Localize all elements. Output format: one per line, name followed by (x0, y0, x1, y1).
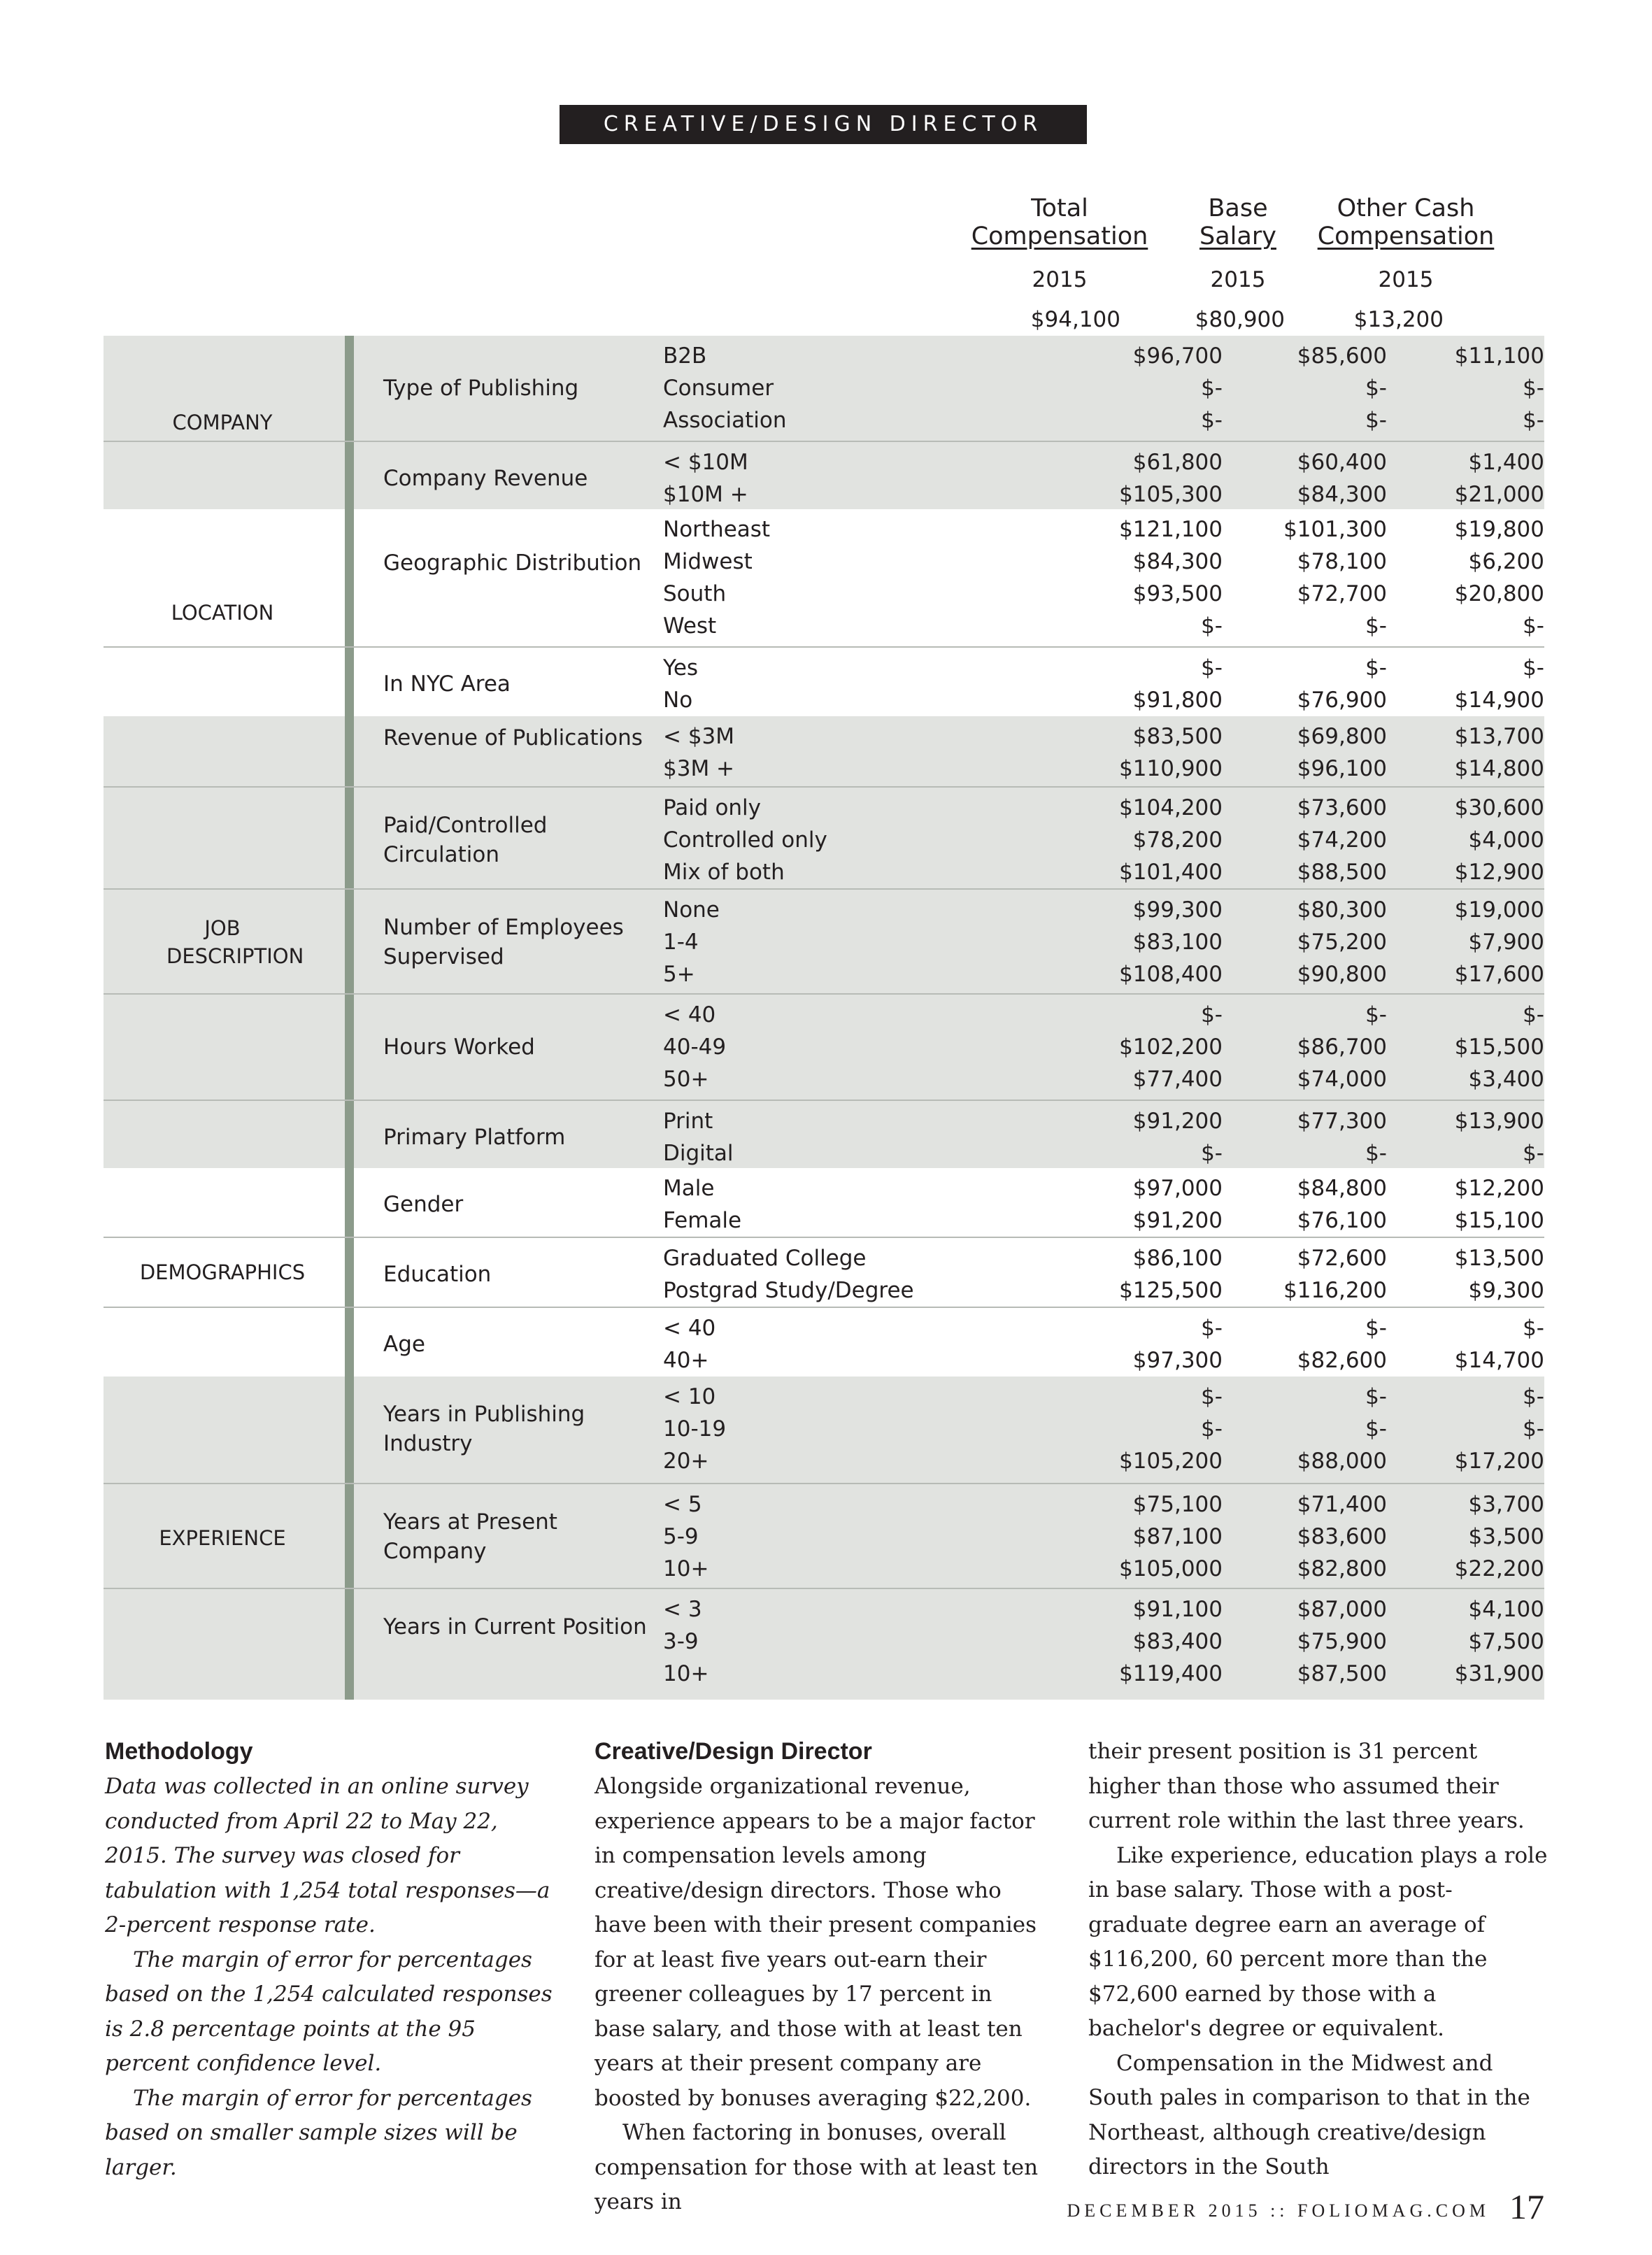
other-cash-cell: $13,900 (1454, 1109, 1544, 1134)
category-label: LOCATION (171, 601, 274, 625)
other-cash-cell: $31,900 (1454, 1661, 1544, 1686)
base-salary-cell: $84,800 (1297, 1176, 1387, 1201)
base-salary-cell: $72,700 (1297, 581, 1387, 606)
total-compensation-cell: $- (1201, 613, 1223, 639)
other-cash-cell: $1,400 (1468, 450, 1544, 475)
column-header-year: 2015 (1210, 267, 1266, 292)
row-label: Northeast (663, 517, 771, 542)
table-row (104, 1274, 1544, 1307)
base-salary-cell: $77,300 (1297, 1109, 1387, 1134)
footer-issue: DECEMBER 2015 :: FOLIOMAG.COM (1067, 2200, 1490, 2221)
row-label: Print (663, 1109, 713, 1134)
row-label: $3M + (663, 756, 735, 781)
table-group (104, 1377, 1544, 1479)
other-cash-cell: $20,800 (1454, 581, 1544, 606)
article-paragraph: their present position is 31 percent higher than those who assumed their current role within the last three years. (1088, 1739, 1525, 1833)
total-compensation-cell: $91,200 (1132, 1109, 1223, 1134)
base-salary-cell: $78,100 (1297, 549, 1387, 574)
table-row (104, 610, 1544, 642)
other-cash-cell: $13,500 (1454, 1246, 1544, 1271)
category-label: COMPANY (172, 411, 273, 434)
total-compensation-cell: $- (1201, 408, 1223, 433)
other-cash-cell: $15,100 (1454, 1208, 1544, 1233)
other-cash-cell: $- (1523, 1141, 1544, 1166)
base-salary-cell: $88,500 (1297, 860, 1387, 885)
other-cash-cell: $14,700 (1454, 1348, 1544, 1373)
section-banner: CREATIVE/DESIGN DIRECTOR (560, 105, 1087, 144)
base-salary-cell: $80,300 (1297, 897, 1387, 923)
table-row (104, 1445, 1544, 1477)
base-salary-cell: $87,500 (1297, 1661, 1387, 1686)
article-column-1 (594, 1735, 1049, 2220)
article-paragraph: Alongside organizational revenue, experience appears to be a major factor in compensation levels among creative/design directors. Those who have been with their present companies for at least five years out-earn their greener colleagues by 17 percent in base salary, and those with at least ten years at their present company are boosted by bonuses averaging $22,200. (594, 1774, 1037, 2111)
article-heading: Creative/Design Director (594, 1738, 872, 1765)
base-salary-cell: $101,300 (1283, 517, 1387, 542)
other-cash-cell: $- (1523, 408, 1544, 433)
table-row (104, 1137, 1544, 1169)
base-salary-cell: $74,200 (1297, 827, 1387, 853)
base-salary-cell: $- (1365, 1416, 1387, 1442)
table-row (104, 684, 1544, 716)
other-cash-cell: $19,000 (1454, 897, 1544, 923)
table-group (104, 509, 1544, 643)
other-cash-cell: $6,200 (1468, 549, 1544, 574)
base-salary-cell: $- (1365, 376, 1387, 401)
total-compensation-cell: $97,300 (1132, 1348, 1223, 1373)
table-row (104, 1105, 1544, 1137)
table-row (104, 1553, 1544, 1585)
row-label: Female (663, 1208, 742, 1233)
total-compensation-cell: $105,300 (1119, 482, 1223, 507)
table-row (104, 824, 1544, 856)
row-label: 40-49 (663, 1034, 727, 1060)
column-header-total (965, 194, 1154, 294)
other-cash-cell: $12,200 (1454, 1176, 1544, 1201)
category-label: EXPERIENCE (159, 1526, 286, 1550)
article-paragraph: When factoring in bonuses, overall compensation for those with at least ten years in (594, 2120, 1039, 2214)
total-compensation-cell: $- (1201, 655, 1223, 681)
row-label: Paid only (663, 795, 762, 820)
group-label: Years at Present Company (383, 1509, 557, 1564)
base-salary-cell: $87,000 (1297, 1597, 1387, 1622)
base-salary-cell: $83,600 (1297, 1524, 1387, 1549)
table-row (104, 753, 1544, 785)
base-salary-cell: $71,400 (1297, 1492, 1387, 1517)
other-cash-cell: $- (1523, 1002, 1544, 1027)
row-label: < $10M (663, 450, 748, 475)
row-label: < 40 (663, 1002, 716, 1027)
table-row (104, 652, 1544, 684)
total-compensation-cell: $78,200 (1132, 827, 1223, 853)
other-cash-cell: $15,500 (1454, 1034, 1544, 1060)
table-row (104, 720, 1544, 753)
table-row (104, 578, 1544, 610)
group-label: In NYC Area (383, 671, 511, 697)
row-label: 10+ (663, 1556, 709, 1581)
total-compensation-cell: $104,200 (1119, 795, 1223, 820)
column-header-year: 2015 (1032, 267, 1088, 292)
column-header-other (1315, 194, 1497, 294)
column-header-line2: Salary (1199, 222, 1276, 250)
overall-base: $80,900 (1195, 307, 1285, 332)
row-label: < 10 (663, 1384, 716, 1409)
column-header-line1: Total (1031, 194, 1088, 222)
total-compensation-cell: $91,800 (1132, 688, 1223, 713)
row-label: < 5 (663, 1492, 702, 1517)
other-cash-cell: $7,900 (1468, 930, 1544, 955)
group-label: Years in Current Position (383, 1614, 647, 1639)
overall-row (0, 304, 1652, 336)
total-compensation-cell: $97,000 (1132, 1176, 1223, 1201)
table-row (104, 1626, 1544, 1658)
table-group (104, 993, 1544, 1097)
methodology-paragraph: The margin of error for percentages based on the 1,254 calculated responses is 2.8 percentage points at the 95 percent confidence level. (105, 1947, 553, 2076)
other-cash-cell: $3,400 (1468, 1067, 1544, 1092)
base-salary-cell: $60,400 (1297, 450, 1387, 475)
total-compensation-cell: $110,900 (1119, 756, 1223, 781)
other-cash-cell: $11,100 (1454, 343, 1544, 369)
row-label: Consumer (663, 376, 774, 401)
column-header-line1: Base (1208, 194, 1268, 222)
row-label: Male (663, 1176, 715, 1201)
other-cash-cell: $17,200 (1454, 1449, 1544, 1474)
base-salary-cell: $84,300 (1297, 482, 1387, 507)
overall-other: $13,200 (1353, 307, 1444, 332)
table-row (104, 1658, 1544, 1690)
total-compensation-cell: $83,500 (1132, 724, 1223, 749)
row-label: No (663, 688, 693, 713)
table-group (104, 1100, 1544, 1171)
table-row (104, 1204, 1544, 1237)
base-salary-cell: $- (1365, 613, 1387, 639)
total-compensation-cell: $91,200 (1132, 1208, 1223, 1233)
total-compensation-cell: $- (1201, 1416, 1223, 1442)
table-group (104, 1483, 1544, 1586)
table-row (104, 1242, 1544, 1274)
table-group (104, 336, 1544, 438)
base-salary-cell: $86,700 (1297, 1034, 1387, 1060)
table-group (104, 716, 1544, 786)
base-salary-cell: $90,800 (1297, 962, 1387, 987)
methodology-paragraph: The margin of error for percentages based on smaller sample sizes will be larger. (105, 2085, 532, 2180)
row-label: 1-4 (663, 930, 699, 955)
table-group (104, 646, 1544, 718)
total-compensation-cell: $96,700 (1132, 343, 1223, 369)
base-salary-cell: $82,600 (1297, 1348, 1387, 1373)
total-compensation-cell: $- (1201, 1141, 1223, 1166)
other-cash-cell: $- (1523, 613, 1544, 639)
total-compensation-cell: $84,300 (1132, 549, 1223, 574)
row-label: Graduated College (663, 1246, 867, 1271)
row-label: $10M + (663, 482, 748, 507)
group-label: Gender (383, 1192, 464, 1217)
other-cash-cell: $14,800 (1454, 756, 1544, 781)
category-label: DEMOGRAPHICS (139, 1260, 306, 1284)
base-salary-cell: $- (1365, 1384, 1387, 1409)
row-label: West (663, 613, 717, 639)
total-compensation-cell: $105,000 (1119, 1556, 1223, 1581)
base-salary-cell: $75,200 (1297, 930, 1387, 955)
total-compensation-cell: $108,400 (1119, 962, 1223, 987)
group-label: Type of Publishing (383, 376, 579, 401)
table-group (104, 786, 1544, 890)
other-cash-cell: $14,900 (1454, 688, 1544, 713)
group-label: Geographic Distribution (383, 550, 642, 576)
table-row (104, 1521, 1544, 1553)
article-paragraph: Like experience, education plays a role in base salary. Those with a post-graduate degree earn an average of $116,200, 60 percent more than the $72,600 earned by those with a bachelor's degree or equivalent. (1088, 1842, 1548, 2041)
row-label: Postgrad Study/Degree (663, 1278, 914, 1303)
table-row (104, 1344, 1544, 1377)
table-row (104, 1031, 1544, 1063)
column-header-line2: Compensation (971, 222, 1148, 250)
row-label: 40+ (663, 1348, 709, 1373)
table-row (104, 1413, 1544, 1445)
row-label: 5+ (663, 962, 695, 987)
column-header-base (1182, 194, 1294, 294)
methodology-paragraph: Data was collected in an online survey conducted from April 22 to May 22, 2015. The survey was closed for tabulation with 1,254 total responses—a 2-percent response rate. (105, 1774, 550, 1937)
other-cash-cell: $30,600 (1454, 795, 1544, 820)
row-label: South (663, 581, 727, 606)
total-compensation-cell: $83,100 (1132, 930, 1223, 955)
row-label: < $3M (663, 724, 735, 749)
base-salary-cell: $76,100 (1297, 1208, 1387, 1233)
table-row (104, 546, 1544, 578)
base-salary-cell: $- (1365, 1002, 1387, 1027)
other-cash-cell: $3,500 (1468, 1524, 1544, 1549)
group-label: Hours Worked (383, 1034, 535, 1060)
total-compensation-cell: $99,300 (1132, 897, 1223, 923)
total-compensation-cell: $- (1201, 376, 1223, 401)
row-label: B2B (663, 343, 707, 369)
other-cash-cell: $22,200 (1454, 1556, 1544, 1581)
base-salary-cell: $- (1365, 1316, 1387, 1341)
total-compensation-cell: $87,100 (1132, 1524, 1223, 1549)
row-label: 10+ (663, 1661, 709, 1686)
table-group (104, 1168, 1544, 1238)
total-compensation-cell: $102,200 (1119, 1034, 1223, 1060)
total-compensation-cell: $- (1201, 1316, 1223, 1341)
total-compensation-cell: $101,400 (1119, 860, 1223, 885)
total-compensation-cell: $119,400 (1119, 1661, 1223, 1686)
total-compensation-cell: $121,100 (1119, 517, 1223, 542)
total-compensation-cell: $86,100 (1132, 1246, 1223, 1271)
group-label: Paid/Controlled Circulation (383, 813, 548, 867)
total-compensation-cell: $91,100 (1132, 1597, 1223, 1622)
table-row (104, 404, 1544, 436)
group-label: Primary Platform (383, 1125, 566, 1150)
category-label: JOB DESCRIPTION (166, 916, 304, 968)
table-group (104, 888, 1544, 992)
row-label: 3-9 (663, 1629, 699, 1654)
base-salary-cell: $69,800 (1297, 724, 1387, 749)
table-row (104, 513, 1544, 546)
table-group (104, 441, 1544, 512)
other-cash-cell: $9,300 (1468, 1278, 1544, 1303)
table-row (104, 999, 1544, 1031)
table-row (104, 1488, 1544, 1521)
total-compensation-cell: $75,100 (1132, 1492, 1223, 1517)
table-row (104, 926, 1544, 958)
total-compensation-cell: $77,400 (1132, 1067, 1223, 1092)
base-salary-cell: $76,900 (1297, 688, 1387, 713)
row-label: < 3 (663, 1597, 702, 1622)
table-row (104, 1312, 1544, 1344)
other-cash-cell: $3,700 (1468, 1492, 1544, 1517)
group-label: Years in Publishing Industry (383, 1402, 585, 1456)
group-label: Education (383, 1262, 492, 1287)
row-label: None (663, 897, 720, 923)
table-row (104, 856, 1544, 888)
total-compensation-cell: $125,500 (1119, 1278, 1223, 1303)
column-header-year: 2015 (1378, 267, 1434, 292)
table-row (104, 894, 1544, 926)
row-label: Controlled only (663, 827, 827, 853)
table-group (104, 1307, 1544, 1378)
table-row (104, 446, 1544, 478)
base-salary-cell: $88,000 (1297, 1449, 1387, 1474)
methodology-column (105, 1735, 553, 2185)
other-cash-cell: $- (1523, 1416, 1544, 1442)
row-label: < 40 (663, 1316, 716, 1341)
other-cash-cell: $4,100 (1468, 1597, 1544, 1622)
group-label: Revenue of Publications (383, 725, 643, 751)
group-label: Age (383, 1332, 425, 1357)
table-row (104, 372, 1544, 404)
other-cash-cell: $7,500 (1468, 1629, 1544, 1654)
row-label: Yes (663, 655, 699, 681)
base-salary-cell: $75,900 (1297, 1629, 1387, 1654)
group-label: Company Revenue (383, 466, 588, 491)
total-compensation-cell: $- (1201, 1384, 1223, 1409)
base-salary-cell: $- (1365, 408, 1387, 433)
other-cash-cell: $- (1523, 655, 1544, 681)
total-compensation-cell: $- (1201, 1002, 1223, 1027)
other-cash-cell: $19,800 (1454, 517, 1544, 542)
total-compensation-cell: $61,800 (1132, 450, 1223, 475)
total-compensation-cell: $93,500 (1132, 581, 1223, 606)
other-cash-cell: $13,700 (1454, 724, 1544, 749)
other-cash-cell: $4,000 (1468, 827, 1544, 853)
table-row (104, 1172, 1544, 1204)
other-cash-cell: $- (1523, 376, 1544, 401)
total-compensation-cell: $83,400 (1132, 1629, 1223, 1654)
base-salary-cell: $73,600 (1297, 795, 1387, 820)
other-cash-cell: $17,600 (1454, 962, 1544, 987)
row-label: Midwest (663, 549, 753, 574)
other-cash-cell: $- (1523, 1316, 1544, 1341)
row-label: 5-9 (663, 1524, 699, 1549)
column-header-line1: Other Cash (1337, 194, 1475, 222)
table-row (104, 1593, 1544, 1626)
table-group (104, 1588, 1544, 1691)
row-label: 20+ (663, 1449, 709, 1474)
row-label: Association (663, 408, 787, 433)
total-compensation-cell: $105,200 (1119, 1449, 1223, 1474)
column-header-line2: Compensation (1317, 222, 1495, 250)
overall-total: $94,100 (1030, 307, 1120, 332)
article-column-2 (1088, 1735, 1550, 2185)
methodology-heading: Methodology (105, 1738, 253, 1765)
base-salary-cell: $116,200 (1283, 1278, 1387, 1303)
table-row (104, 1063, 1544, 1095)
compensation-table (104, 336, 1544, 1700)
base-salary-cell: $- (1365, 1141, 1387, 1166)
group-label: Number of Employees Supervised (383, 915, 624, 969)
table-row (104, 1381, 1544, 1413)
other-cash-cell: $- (1523, 1384, 1544, 1409)
table-row (104, 340, 1544, 372)
base-salary-cell: $96,100 (1297, 756, 1387, 781)
row-label: 50+ (663, 1067, 709, 1092)
other-cash-cell: $21,000 (1454, 482, 1544, 507)
table-row (104, 958, 1544, 990)
base-salary-cell: $72,600 (1297, 1246, 1387, 1271)
other-cash-cell: $12,900 (1454, 860, 1544, 885)
row-label: 10-19 (663, 1416, 727, 1442)
page-number: 17 (1509, 2187, 1544, 2226)
article-paragraph: Compensation in the Midwest and South pales in comparison to that in the Northeast, although creative/design directors in the South (1088, 2050, 1530, 2179)
base-salary-cell: $74,000 (1297, 1067, 1387, 1092)
table-row (104, 792, 1544, 824)
row-label: Mix of both (663, 860, 785, 885)
row-label: Digital (663, 1141, 734, 1166)
table-group (104, 1237, 1544, 1308)
base-salary-cell: $85,600 (1297, 343, 1387, 369)
base-salary-cell: $- (1365, 655, 1387, 681)
base-salary-cell: $82,800 (1297, 1556, 1387, 1581)
table-row (104, 478, 1544, 511)
